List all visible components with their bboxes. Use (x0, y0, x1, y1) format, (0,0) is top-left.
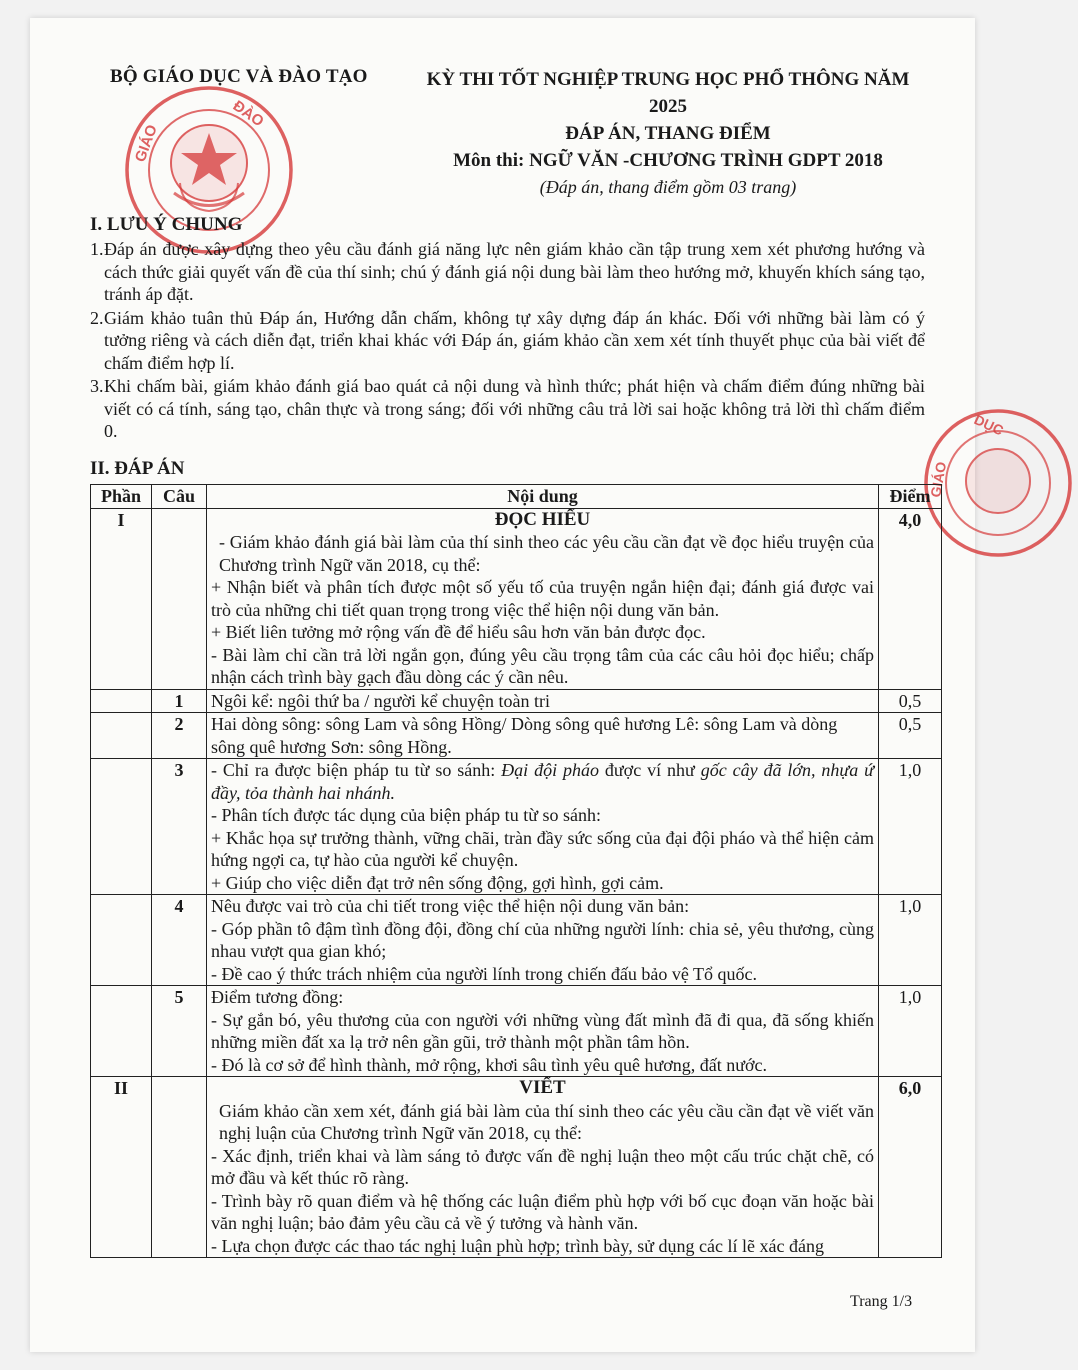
header-noidung: Nội dung (207, 485, 879, 509)
question-score: 1,0 (879, 759, 942, 895)
section-2-title: II. ĐÁP ÁN (90, 458, 185, 479)
doc-title: ĐÁP ÁN, THANG ĐIỂM (565, 123, 771, 144)
part-content: VIẾT Giám khảo cần xem xét, đánh giá bài làm của thí sinh theo các yêu cầu cần đạt về viết văn nghị luận của Chương trình Ngữ văn 2018, cụ thể: - Xác định, triển khai và làm sáng tỏ được vấn đề nghị luận theo một cấu trúc chặt chẽ, có mở đầu và kết thúc rõ ràng. - Trình bày rõ quan điểm và hệ thống các luận điểm phù hợp với bố cục đoạn văn hoặc bài văn nghị luận; bảo đảm yêu cầu cả về ý tưởng và hành văn. - Lựa chọn được các thao tác nghị luận phù hợp; trình bày, sử dụng các lí lẽ xác đáng (207, 1077, 879, 1258)
question-answer: Hai dòng sông: sông Lam và sông Hồng/ Dòng sông quê hương Lê: sông Lam và dòng sông quê hương Sơn: sông Hồng. (207, 713, 879, 759)
svg-text:DỤC: DỤC (971, 411, 1006, 439)
table-row (91, 1077, 942, 1258)
part-score: 6,0 (879, 1077, 942, 1258)
svg-text:ĐÀO: ĐÀO (229, 97, 267, 131)
part-title: ĐỌC HIỂU (494, 508, 591, 530)
exam-title: KỲ THI TỐT NGHIỆP TRUNG HỌC PHỔ THÔNG NĂM 2025 (426, 69, 910, 117)
header-phan: Phần (91, 485, 152, 509)
note-item: 1.Đáp án được xây dựng theo yêu cầu đánh giá năng lực nên giám khảo cần tập trung xem xét phương hướng và cách thức giải quyết vấn đề của thí sinh; chú ý đánh giá nội dung bài làm theo hướng mở, khuyến khích sáng tạo, tránh áp đặt. (90, 239, 925, 304)
table-row (91, 759, 942, 895)
subject-line: Môn thi: NGỮ VĂN -CHƯƠNG TRÌNH GDPT 2018 (453, 150, 883, 171)
question-score: 1,0 (879, 986, 942, 1077)
note-item: 2.Giám khảo tuân thủ Đáp án, Hướng dẫn chấm, không tự xây dựng đáp án khác. Đối với những bài làm có ý tưởng riêng và cách diễn đạt, triển khai khác với Đáp án, giám khảo cần xem xét tính thuyết phục của bài viết để chấm điểm hợp lí. (90, 307, 925, 373)
table-row (91, 713, 942, 759)
question-score: 0,5 (879, 713, 942, 759)
general-notes-list (90, 238, 925, 444)
header-diem: Điểm (879, 485, 942, 509)
question-answer: Ngôi kể: ngôi thứ ba / người kể chuyện toàn tri (207, 689, 879, 713)
header-cau: Câu (152, 485, 207, 509)
svg-text:GIÁO: GIÁO (927, 460, 950, 499)
page-number: Trang 1/3 (850, 1293, 913, 1310)
part-number: II (91, 1077, 152, 1258)
question-score: 0,5 (879, 689, 942, 713)
note-item: 3.Khi chấm bài, giám khảo đánh giá bao quát cả nội dung và hình thức; phát hiện và chấm điểm đúng những bài viết có cá tính, sáng tạo, chân thực và trong sáng; đối với những câu trả lời sai hoặc không trả lời thì chấm điểm 0. (90, 376, 925, 441)
question-number: 3 (152, 759, 207, 895)
partial-seal-icon (918, 403, 1078, 563)
svg-text:GIÁO: GIÁO (131, 122, 161, 165)
part-number: I (91, 508, 152, 689)
question-number: 5 (152, 986, 207, 1077)
table-row (91, 689, 942, 713)
question-score: 1,0 (879, 895, 942, 986)
question-answer: - Chỉ ra được biện pháp tu từ so sánh: Đại đội pháo được ví như gốc cây đã lớn, nhựa ứ đầy, tỏa thành hai nhánh. - Phân tích được tác dụng của biện pháp tu từ so sánh: + Khắc họa sự trưởng thành, vững chãi, tràn đầy sức sống của đại đội pháo và thể hiện cảm hứng ngợi ca, tự hào của người kể chuyện. + Giúp cho việc diễn đạt trở nên sống động, gợi hình, gợi cảm. (207, 759, 879, 895)
question-answer: Nêu được vai trò của chi tiết trong việc thể hiện nội dung văn bản: - Góp phần tô đậm tình đồng đội, đồng chí của những người lính: chia sẻ, yêu thương, cùng nhau vượt qua gian khó; - Đề cao ý thức trách nhiệm của người lính trong chiến đấu bảo vệ Tổ quốc. (207, 895, 879, 986)
page-count-note: (Đáp án, thang điểm gồm 03 trang) (539, 177, 797, 197)
exam-header (408, 66, 928, 201)
part-title: VIẾT (519, 1077, 566, 1098)
part-score: 4,0 (879, 508, 942, 689)
table-row (91, 508, 942, 689)
question-answer: Điểm tương đồng: - Sự gắn bó, yêu thương của con người với những vùng đất mình đã đi qua, đã sống khiến những miền đất xa lạ trở nên gần gũi, trở thành một phần tâm hồn. - Đó là cơ sở để hình thành, mở rộng, khơi sâu tình yêu quê hương, đất nước. (207, 986, 879, 1077)
table-row (91, 895, 942, 986)
question-number: 1 (152, 689, 207, 713)
part-content: ĐỌC HIỂU - Giám khảo đánh giá bài làm của thí sinh theo các yêu cầu cần đạt về đọc hiểu truyện của Chương trình Ngữ văn 2018, cụ thể: + Nhận biết và phân tích được một số yếu tố của truyện ngắn hiện đại; đánh giá được vai trò của những chi tiết quan trọng trong việc thể hiện nội dung văn bản. + Biết liên tưởng mở rộng vấn đề để hiểu sâu hơn văn bản được đọc. - Bài làm chỉ cần trả lời ngắn gọn, đúng yêu cầu trọng tâm của các câu hỏi đọc hiểu; chấp nhận cách trình bày gạch đầu dòng các ý cần nêu. (207, 508, 879, 689)
table-header-row (91, 485, 942, 509)
answer-table (90, 484, 942, 1258)
question-number: 2 (152, 713, 207, 759)
document-page (30, 18, 1006, 1352)
section-1-title: I. LƯU Ý CHUNG (90, 214, 243, 235)
table-row (91, 986, 942, 1077)
ministry-name: BỘ GIÁO DỤC VÀ ĐÀO TẠO (110, 66, 368, 87)
question-number: 4 (152, 895, 207, 986)
